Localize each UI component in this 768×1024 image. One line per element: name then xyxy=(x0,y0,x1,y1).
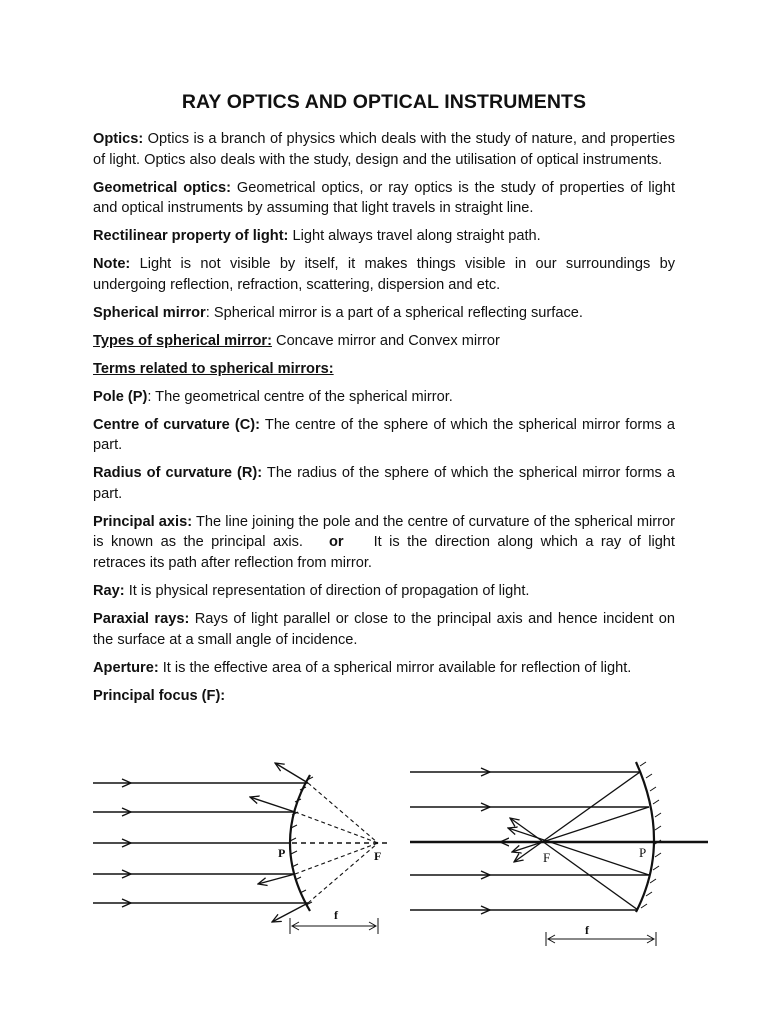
def-rectilinear: Light always travel along straight path. xyxy=(288,228,541,245)
term-spherical-mirror: Spherical mirror xyxy=(93,304,206,321)
concave-focal-label: f xyxy=(585,923,589,937)
term-aperture: Aperture: xyxy=(93,659,159,676)
def-radius: The radius of the sphere of which the spherical mirror forms a part. xyxy=(93,465,675,502)
term-paraxial: Paraxial rays: xyxy=(93,610,190,627)
def-aperture: It is the effective area of a spherical mirror available for reflection of light. xyxy=(158,659,632,676)
term-centre: Centre of curvature (C): xyxy=(93,416,261,433)
term-pole: Pole (P) xyxy=(93,388,148,405)
convex-hatching xyxy=(290,777,313,905)
def-principal-axis-2: It is the direction along which a ray of light retraces its path after reflection from mirror. xyxy=(93,534,675,571)
or-word: or xyxy=(328,534,344,551)
term-rectilinear: Rectilinear property of light: xyxy=(93,228,289,245)
concave-hatching xyxy=(640,762,661,908)
concave-reflected-ray-1 xyxy=(514,772,640,862)
term-ray: Ray: xyxy=(93,582,125,599)
def-centre: The centre of the sphere of which the spherical mirror forms a part. xyxy=(93,416,675,454)
concave-mirror-diagram xyxy=(410,762,708,946)
concave-focus-label: F xyxy=(543,850,551,865)
convex-mirror-diagram xyxy=(93,763,390,934)
convex-focal-label: f xyxy=(334,908,338,922)
def-principal-axis-1: The line joining the pole and the centre of curvature of the spherical mirror is known as the principal axis. xyxy=(93,513,675,551)
page-title: RAY OPTICS AND OPTICAL INSTRUMENTS xyxy=(181,91,587,113)
convex-reflected-ray-1 xyxy=(275,763,308,783)
convex-reflected-ray-4 xyxy=(258,874,295,884)
def-note: Light is not visible by itself, it makes things visible in our surroundings by undergoing reflection, refraction, scattering, dispersion and etc. xyxy=(93,256,675,293)
def-paraxial: Rays of light parallel or close to the principal axis and hence incident on the surface at a small angle of incidence. xyxy=(93,610,675,648)
def-pole: : The geometrical centre of the spherical mirror. xyxy=(147,388,453,405)
convex-reflected-ray-2 xyxy=(250,797,295,812)
convex-pole-label: P xyxy=(278,846,286,860)
term-principal-axis: Principal axis: xyxy=(93,513,193,530)
concave-pole-label: P xyxy=(639,845,647,860)
def-spherical-mirror: : Spherical mirror is a part of a spherical reflecting surface. xyxy=(205,304,583,321)
def-ray: It is physical representation of direction of propagation of light. xyxy=(124,582,530,599)
def-geometrical-optics: Geometrical optics, or ray optics is the study of properties of light and optical instruments by assuming that light travels in straight line. xyxy=(93,179,675,217)
term-principal-focus: Principal focus (F): xyxy=(93,687,226,704)
term-geometrical-optics: Geometrical optics: xyxy=(93,179,232,196)
def-types: Concave mirror and Convex mirror xyxy=(271,332,500,349)
def-optics: Optics is a branch of physics which deals with the study of nature, and properties of light. Optics also deals with the study, design and the utilisation of optical instruments. xyxy=(93,131,675,168)
term-optics: Optics: xyxy=(93,131,144,147)
convex-focus-label: F xyxy=(374,849,382,863)
term-types: Types of spherical mirror: xyxy=(93,332,272,349)
term-note: Note: xyxy=(93,256,131,273)
concave-mirror-surface xyxy=(636,762,654,912)
term-radius: Radius of curvature (R): xyxy=(93,465,263,482)
terms-heading: Terms related to spherical mirrors: xyxy=(93,360,334,377)
